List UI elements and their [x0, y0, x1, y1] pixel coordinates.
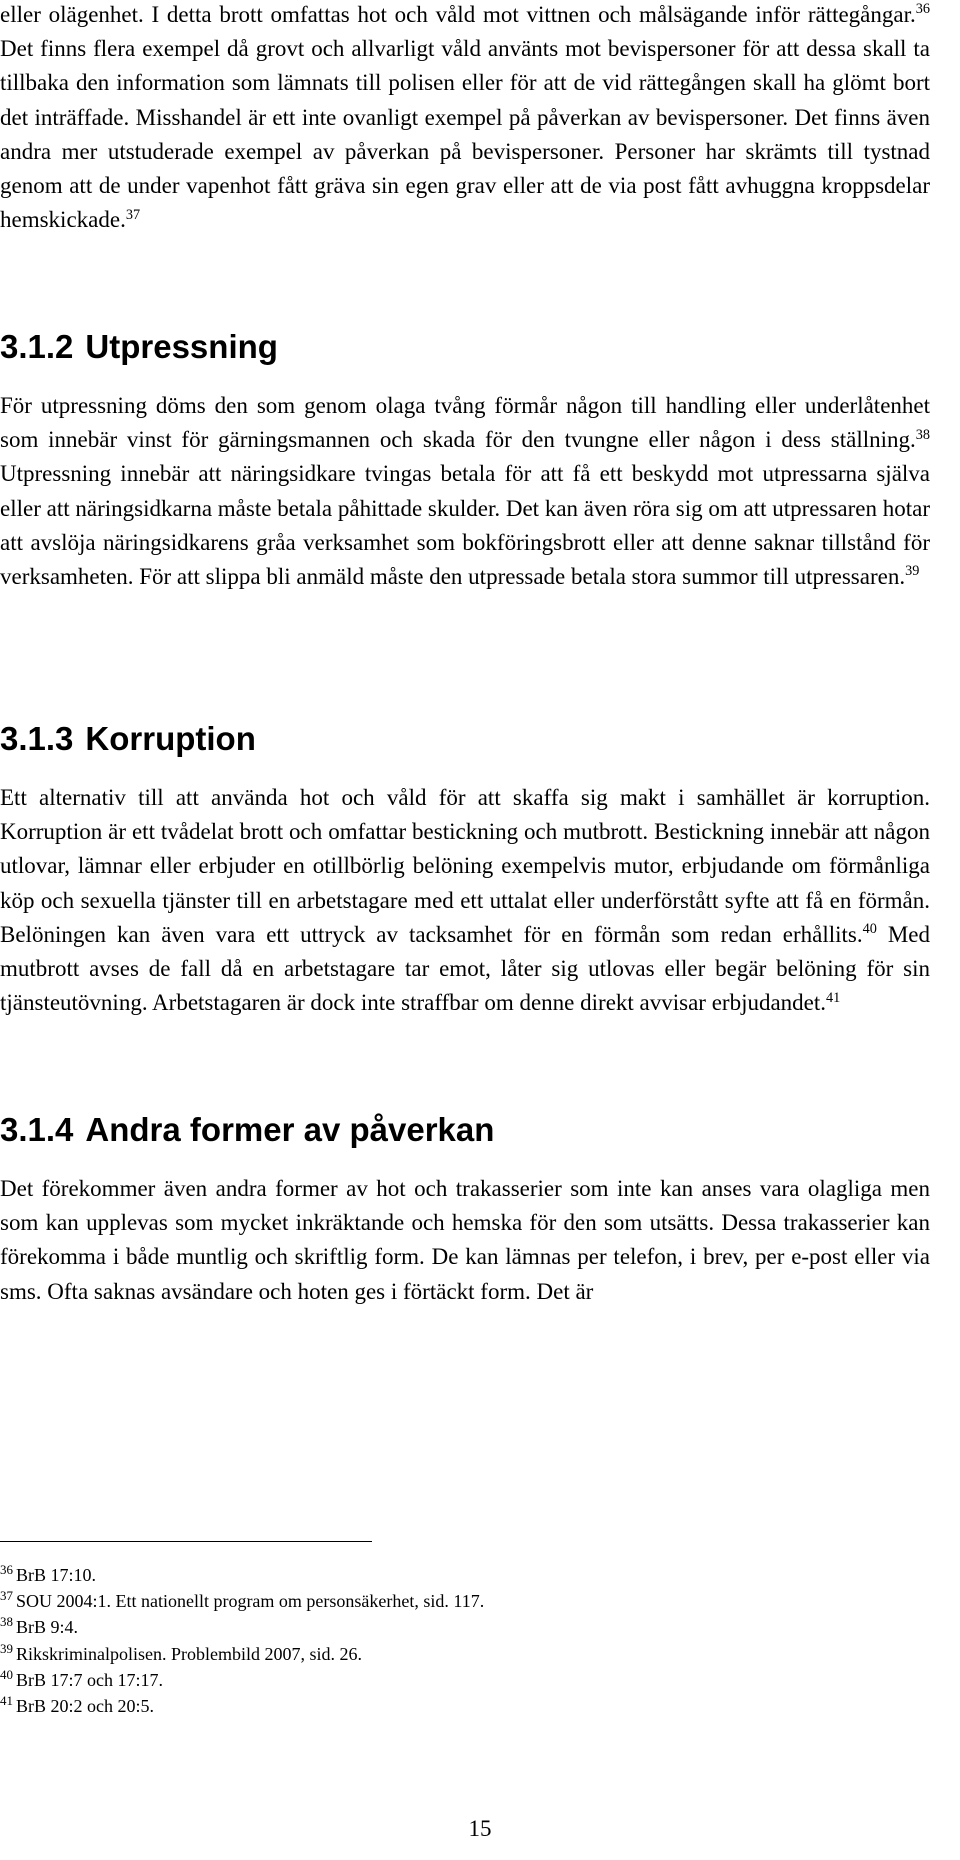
footnote-ref-41[interactable]: 41	[826, 989, 841, 1006]
section-heading-312	[0, 327, 278, 367]
section-title: Korruption	[85, 720, 256, 757]
footnote-ref-37[interactable]: 37	[125, 206, 141, 223]
section-312-text-part-2: Utpressning innebär att näringsidkare tvingas betala för att få ett beskydd mot utpressarna själva eller att näringsidkarna måste betala påhittade skulder. Det kan även röra sig om att utpressaren hotar att avslöja näringsidkarens gråa verksamhet som bokföringsbrott eller att denne saknar tillstånd för verksamheten. För att slippa bli anmäld måste den utpressade betala stora summor till utpressaren.	[0, 461, 930, 590]
footnote-ref-39[interactable]: 39	[905, 563, 920, 580]
footnote-number: 40	[0, 1666, 13, 1682]
section-312-block	[0, 389, 930, 594]
footnote-36	[0, 1562, 930, 1588]
footnote-38	[0, 1614, 930, 1640]
footnote-number: 36	[0, 1562, 13, 1577]
footnote-number: 37	[0, 1588, 13, 1604]
footnote-number: 38	[0, 1614, 13, 1630]
footnote-41	[0, 1693, 930, 1719]
footnote-39	[0, 1641, 930, 1667]
footnote-ref-38[interactable]: 38	[915, 426, 930, 443]
section-313-block	[0, 781, 930, 1020]
section-313-paragraph	[0, 781, 930, 1020]
footnote-text: SOU 2004:1. Ett nationellt program om personsäkerhet, sid. 117.	[15, 1591, 485, 1612]
footnote-37	[0, 1588, 930, 1614]
footnotes-list	[0, 1562, 930, 1719]
section-number: 3.1.2	[0, 328, 74, 365]
footnote-number: 39	[0, 1640, 13, 1656]
intro-paragraph-block	[0, 0, 930, 237]
intro-paragraph	[0, 0, 930, 237]
section-313-text-part-1: Ett alternativ till att använda hot och våld för att skaffa sig makt i samhället är korruption. Korruption är ett tvådelat brott och omfattar bestickning och mutbrott. Bestickning innebär att någon utlovar, lämnar eller erbjuder en otillbörlig belöning exempelvis mutor, erbjudande om förmånliga köp och sexuella tjänster till en arbetstagare med ett uttalat eller underförstått syfte att få en förmån. Belöningen kan även vara ett uttryck av tacksamhet för en förmån som redan erhållits.	[0, 785, 930, 947]
footnote-text: BrB 20:2 och 20:5.	[15, 1696, 154, 1717]
footnote-ref-36[interactable]: 36	[915, 1, 930, 18]
footnote-number: 41	[0, 1693, 13, 1709]
section-313-text-part-2: Med mutbrott avses de fall då en arbetstagare tar emot, låter sig utlovas eller begär belöning för sin tjänsteutövning. Arbetstagaren är dock inte straffbar om denne direkt avvisar erbjudandet.	[0, 921, 930, 1016]
footnote-text: BrB 17:10.	[15, 1565, 96, 1585]
section-number: 3.1.4	[0, 1111, 74, 1148]
footnote-separator	[0, 1541, 372, 1542]
section-312-paragraph	[0, 389, 930, 594]
section-number: 3.1.3	[0, 720, 74, 757]
intro-text-part-2: Det finns flera exempel då grovt och allvarligt våld använts mot bevispersoner för att dessa skall ta tillbaka den information som lämnats till polisen eller för att de vid rättegången skall ha glömt bort det inträffade. Misshandel är ett inte ovanligt exempel på påverkan av bevispersoner. Det finns även andra mer utstuderade exempel av påverkan på bevispersoner. Personer har skrämts till tystnad genom att de under vapenhot fått gräva sin egen grav eller att de via post fått avhuggna kroppsdelar hemskickade.	[0, 36, 930, 233]
footnote-text: Rikskriminalpolisen. Problembild 2007, sid. 26.	[15, 1643, 362, 1664]
section-312-text-part-1: För utpressning döms den som genom olaga tvång förmår någon till handling eller underlåtenhet som innebär vinst för gärningsmannen och skada för den tvungne eller någon i dess ställning.	[0, 393, 930, 453]
section-314-block	[0, 1172, 930, 1309]
section-heading-313	[0, 719, 256, 759]
page-number: 15	[468, 1816, 492, 1841]
footnote-text: BrB 9:4.	[15, 1617, 78, 1638]
footnote-40	[0, 1667, 930, 1693]
section-heading-314	[0, 1110, 494, 1150]
section-title: Utpressning	[85, 328, 278, 365]
section-314-paragraph: Det förekommer även andra former av hot och trakasserier som inte kan anses vara olagliga men som kan upplevas som mycket inkräktande och hemska för den som utsätts. Dessa trakasserier kan förekomma i både muntlig och skriftlig form. De kan lämnas per telefon, i brev, per e-post eller via sms. Ofta saknas avsändare och hoten ges i förtäckt form. Det är	[0, 1176, 930, 1304]
section-title: Andra former av påverkan	[85, 1111, 495, 1148]
intro-text-part-1: eller olägenhet. I detta brott omfattas hot och våld mot vittnen och målsägande inför rättegångar.	[0, 2, 916, 27]
footnote-ref-40[interactable]: 40	[862, 921, 877, 938]
footnote-text: BrB 17:7 och 17:17.	[15, 1669, 163, 1690]
